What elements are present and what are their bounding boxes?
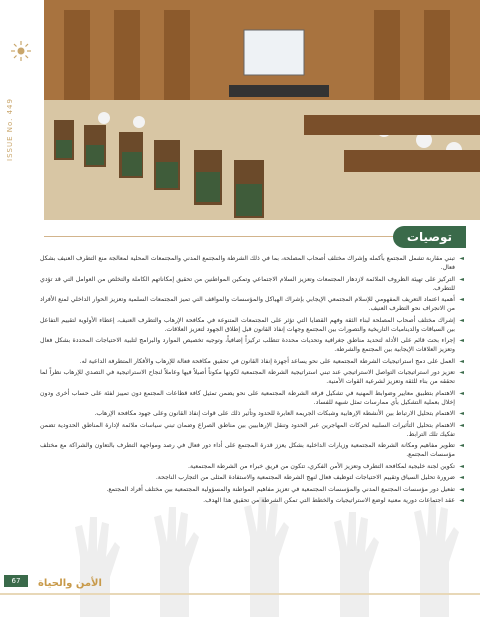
recommendation-item: [40, 295, 464, 313]
issue-number: ISSUE No. 449: [6, 98, 14, 162]
bullet-icon: ◄: [459, 369, 464, 376]
bullet-icon: ◄: [459, 296, 464, 303]
recommendation-item: [40, 462, 464, 471]
bullet-icon: ◄: [459, 316, 464, 324]
recommendation-text: تفعيل دور مؤسسات المجتمع المدني والمؤسسات المجتمعية في تعزيز مفاهيم المواطنة والمسؤولية المجتمعية بين مختلف أفراد المجتمع.: [106, 485, 455, 493]
recommendation-item: [40, 275, 464, 293]
recommendation-item: [40, 496, 464, 505]
recommendation-item: [40, 421, 464, 439]
recommendation-text: الاهتمام بتحليل التأثيرات السلبية لحركات المهاجرين عبر الحدود وتنقل الإرهابيين بين مناطق الصراع وضمان تبني سياسات ملائمة لإدارة المناطق الحدودية تضمن تفكيك تلك الترابط.: [40, 421, 455, 438]
bullet-icon: ◄: [459, 474, 464, 481]
bullet-icon: ◄: [459, 337, 464, 344]
recommendation-text: تعزيز دور استراتيجيات التواصل الاستراتيجي عند تبني استراتيجية الشرطة المجتمعية لكونها مكوناً أصيلاً فيها وعاملاً لنجاح الاستراتيجية في التصدي للإرهاب نظراً لما تحققه من بناء للثقة وتعزيز لشرعية القوات الأمنية.: [40, 369, 455, 385]
recommendation-text: أهمية اعتماد التعريف المفهومي للإسلام المجتمعي الإيجابي بإشراك الهياكل والمؤسسات والمواقف التي تميز المجتمعات السلمية وتعزيز الحوار الداخلي لمنع الأفراد من الانجراف نحو التطرف العنيف.: [40, 296, 455, 312]
left-sidebar: [0, 0, 40, 617]
recommendation-item: [40, 473, 464, 482]
bullet-icon: ◄: [459, 497, 464, 504]
bullet-icon: ◄: [459, 485, 464, 493]
bullet-icon: ◄: [459, 421, 464, 429]
recommendation-text: ضرورة تحليل السياق وتقييم الاحتياجات لتوظيف فعال لنهج الشرطة المجتمعية والاستفادة المثلى من التجارب الناجحة.: [155, 474, 455, 481]
recommendation-text: تطوير مفاهيم ومكانة الشرطة المجتمعية وزيارات الداخلية بشكل يعزز قدرة المجتمع على أداء دور فعال في رصد ومواجهة التطرف بالتعاون والشراكة مع مختلف مؤسسات المجتمع.: [40, 442, 455, 458]
recommendations-list: [40, 254, 464, 508]
recommendation-item: [40, 485, 464, 494]
recommendation-text: إجراء بحث قائم على الأدلة لتحديد مناطق جغرافية وتحديات محددة تتطلب تركيزاً إضافياً، وتوجيه تخصيص الموارد والبرامج لتلبية الاحتياجات المحددة بشكل فعال وتعزيز العلاقات الإيجابية بين المجتمع والشرطة.: [40, 337, 455, 353]
recommendation-item: [40, 441, 464, 459]
recommendation-item: [40, 389, 464, 407]
recommendation-text: الاهتمام بتطبيق معايير وضوابط المهنية في تشكيل فرقة الشرطة المجتمعية على نحو يضمن تمثيل كافة قطاعات المجتمع دون تمييز لفئة على حساب أخرى ودون إخلال بعملية التشكيل بأي ممارسات تمثل شبهة للفساد.: [40, 389, 455, 406]
recommendation-item: [40, 357, 464, 366]
recommendation-text: تكوين لجنة خليجية لمكافحة التطرف وتعزيز الأمن الفكري، تتكون من فريق خبراء من الشرطة المجتمعية.: [188, 462, 455, 470]
bullet-icon: ◄: [459, 357, 464, 365]
sun-ornament-icon: [10, 40, 32, 62]
bullet-icon: ◄: [459, 462, 464, 470]
recommendation-item: [40, 336, 464, 354]
recommendation-text: الاهتمام بتحليل الارتباط بين الأنشطة الإرهابية وشبكات الجريمة العابرة للحدود وتأثير ذلك على قوات إنفاذ القانون وعلى جهود مكافحة الإرهاب.: [94, 410, 455, 417]
recommendation-text: إشراك مختلف أصحاب المصلحة لبناء الثقة وفهم القضايا التي تؤثر على المجتمعات المتنوعة في مكافحة الإرهاب والتطرف العنيف، إعطاء الأولوية لتقييم التفاعل بين السياقات والديناميات التاريخية والتصورات بين المجتمع وجهات إنفاذ القانون قبل إطلاق الجهود لتعزيز العلاقات.: [40, 316, 455, 333]
recommendation-item: [40, 368, 464, 386]
heading-title: توصيات: [393, 226, 466, 248]
bullet-icon: ◄: [459, 275, 464, 283]
bullet-icon: ◄: [459, 389, 464, 397]
recommendation-text: العمل على دمج استراتيجيات الشرطة المجتمعية على نحو يساعد أجهزة إنفاذ القانون في تحقيق مكافحة فعالة للإرهاب والأفكار المتطرفة الداعية له.: [79, 357, 455, 365]
recommendation-text: عقد اجتماعات دورية معنية لوضع الاستراتيجيات والخطط التي تمكن الشرطة من تحقيق هذا الهدف.: [203, 497, 455, 504]
page-number: 67: [4, 575, 28, 587]
footer-divider: [0, 593, 480, 595]
bullet-icon: ◄: [459, 442, 464, 449]
bullet-icon: ◄: [459, 410, 464, 417]
recommendation-text: التركيز على تهيئة الظروف الملائمة لازدهار المجتمعات وتعزيز السلام الاجتماعي وتمكين المواطنين من تحقيق إمكاناتهم الكاملة والتخلص من العوامل التي قد تؤدي للتطرف.: [40, 275, 455, 292]
magazine-name: الأمن والحياة: [38, 578, 102, 589]
recommendation-text: تبني مقاربة تشمل المجتمع بأكمله وإشراك مختلف أصحاب المصلحة، بما في ذلك الشرطة والمجتمع المدني والمجتمعات المحلية لمعالجة منع التطرف العنيف بشكل فعال.: [40, 255, 455, 271]
recommendation-item: [40, 254, 464, 272]
heading-divider: [44, 236, 406, 237]
recommendation-item: [40, 409, 464, 418]
section-heading: [0, 226, 480, 248]
conference-photo: [44, 0, 480, 220]
recommendation-item: [40, 316, 464, 334]
bullet-icon: ◄: [459, 255, 464, 262]
